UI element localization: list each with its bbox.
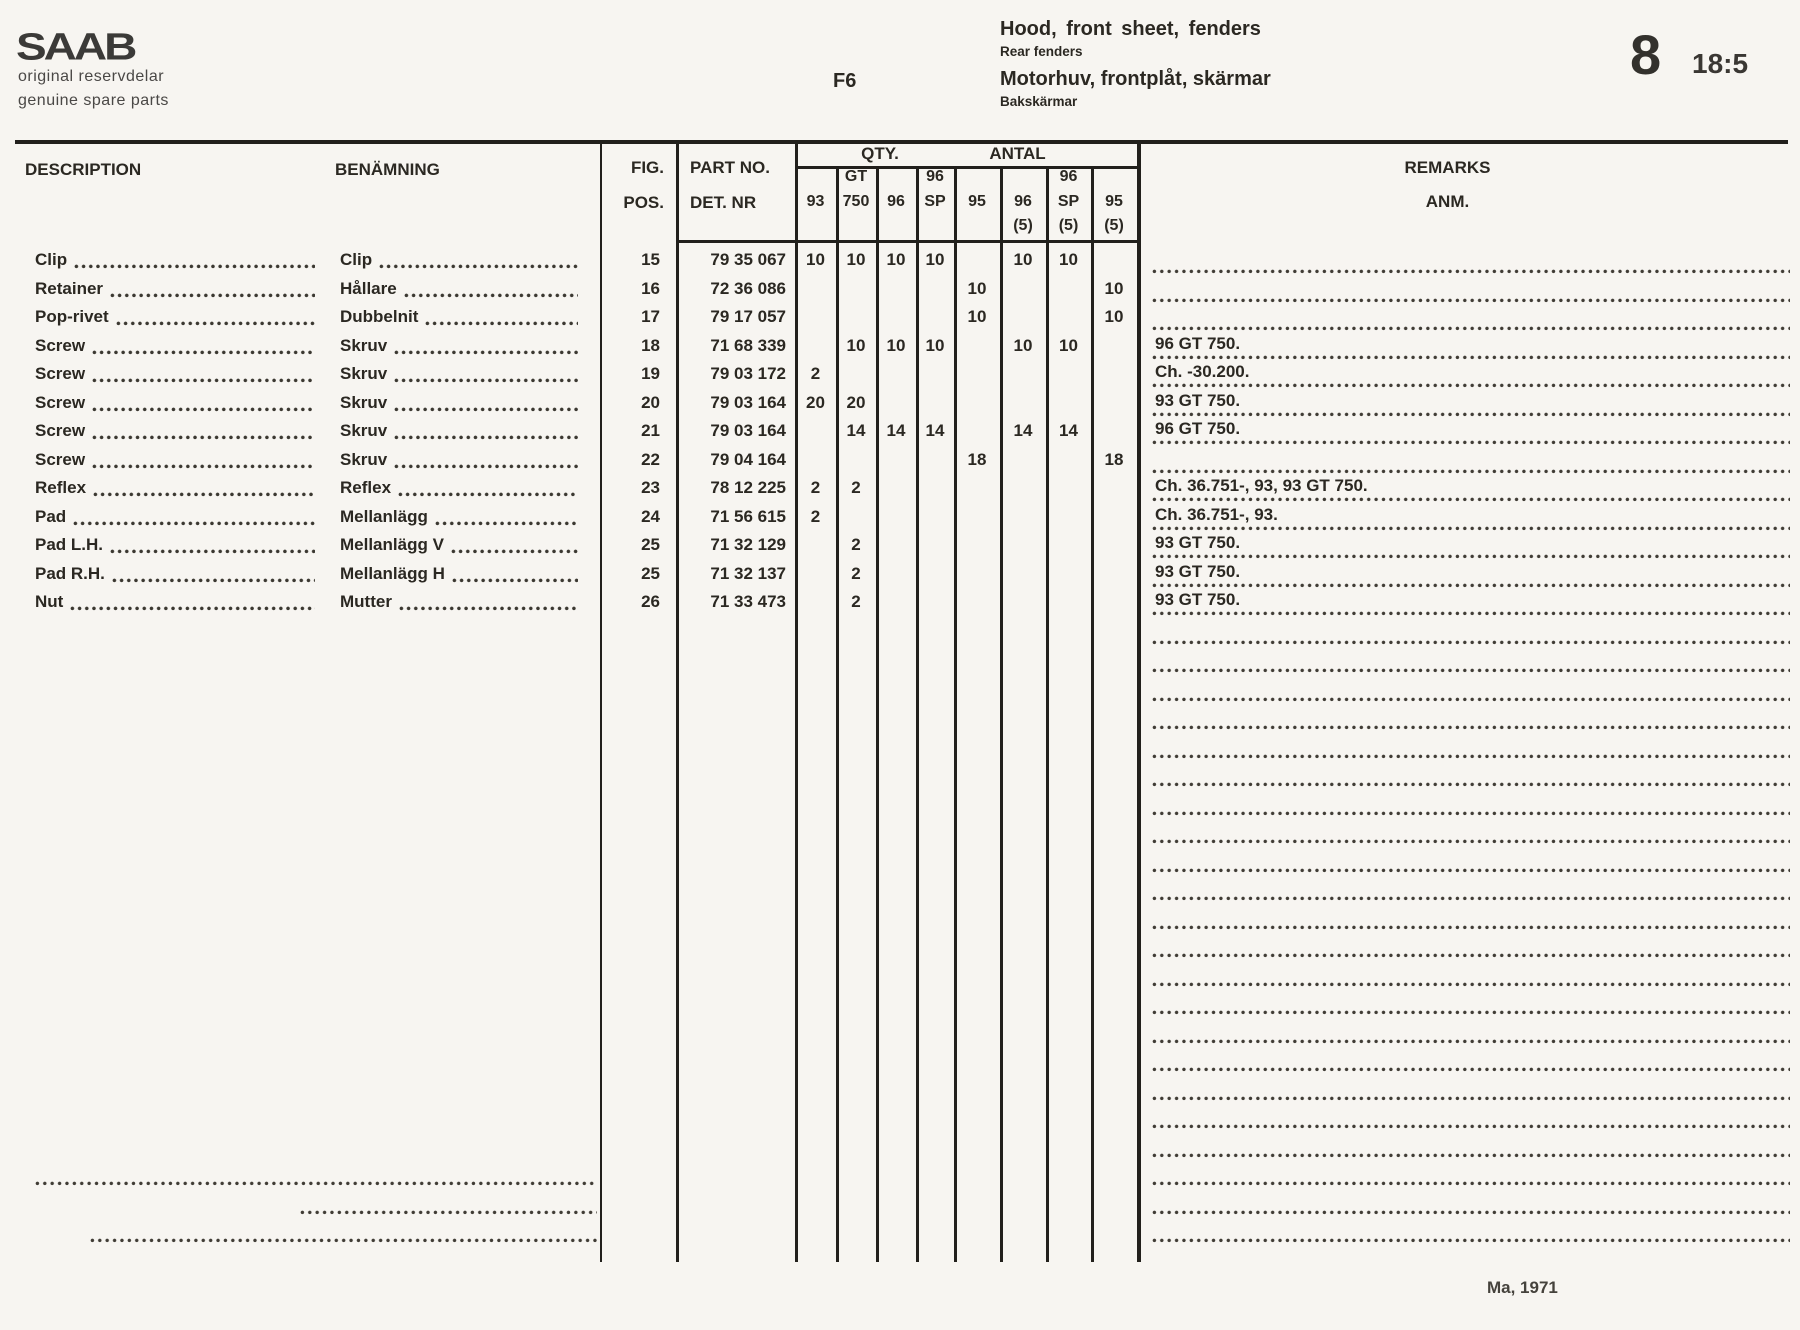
dot-leader xyxy=(110,549,315,554)
remarks-dotted-line xyxy=(1152,896,1790,901)
col-header-remarks: REMARKS xyxy=(1404,158,1491,177)
page-reference: 18:5 xyxy=(1692,48,1749,79)
description-cell: Retainer xyxy=(35,279,317,300)
quantity-cell: 10 xyxy=(925,336,945,355)
fig-pos-cell: 21 xyxy=(641,421,660,440)
quantity-cell: 14 xyxy=(846,421,866,440)
dot-leader xyxy=(394,407,578,412)
remark-cell: 96 GT 750. xyxy=(1155,334,1241,353)
description-cell: Screw xyxy=(35,450,317,471)
remarks-dotted-line xyxy=(1152,440,1790,445)
quantity-cell: 2 xyxy=(851,535,861,554)
quantity-cell: 10 xyxy=(806,250,825,269)
remark-cell: Ch. 36.751-, 93, 93 GT 750. xyxy=(1155,476,1368,495)
quantity-cell: 10 xyxy=(886,336,906,355)
benamning-cell: Skruv xyxy=(340,364,580,385)
qty-column-header: (5) xyxy=(1104,217,1124,234)
quantity-cell: 10 xyxy=(846,336,866,355)
qty-column-header: 95 xyxy=(968,193,986,210)
dot-leader xyxy=(379,264,578,269)
benamning-cell: Mutter xyxy=(340,592,580,613)
remarks-dotted-line xyxy=(1152,1238,1790,1243)
saab-logo: SAAB xyxy=(16,24,135,68)
quantity-cell: 14 xyxy=(1059,421,1078,440)
fig-pos-cell: 15 xyxy=(641,250,660,269)
dot-leader xyxy=(110,293,315,298)
dot-leader xyxy=(425,321,578,326)
quantity-cell: 10 xyxy=(886,250,906,269)
qty-column-header: (5) xyxy=(1013,217,1033,234)
col-header-fig: FIG. xyxy=(630,158,664,177)
part-number-cell: 79 03 172 xyxy=(710,364,786,383)
benamning-cell: Reflex xyxy=(340,478,580,499)
remark-cell: Ch. -30.200. xyxy=(1155,362,1250,381)
description-cell: Clip xyxy=(35,250,317,271)
col-header-pos: POS. xyxy=(623,193,664,212)
col-header-antal: ANTAL xyxy=(989,144,1046,163)
dot-leader xyxy=(73,521,315,526)
dot-leader xyxy=(70,606,315,611)
quantity-cell: 20 xyxy=(846,393,866,412)
remarks-dotted-line xyxy=(1152,1067,1790,1072)
remarks-dotted-line xyxy=(1152,1039,1790,1044)
page-title-en: Hood, front sheet, fenders xyxy=(1000,18,1261,40)
remarks-dotted-line xyxy=(1152,839,1790,844)
col-header-benamning: BENÄMNING xyxy=(335,160,440,179)
page-subtitle-en: Rear fenders xyxy=(1000,44,1083,59)
quantity-cell: 20 xyxy=(806,393,825,412)
description-cell: Screw xyxy=(35,364,317,385)
remark-cell: 93 GT 750. xyxy=(1155,533,1241,552)
remarks-dotted-line xyxy=(1152,1124,1790,1129)
remarks-dotted-line xyxy=(1152,754,1790,759)
quantity-cell: 10 xyxy=(1059,336,1078,355)
fig-pos-cell: 17 xyxy=(641,307,660,326)
dot-leader xyxy=(92,435,315,440)
quantity-cell: 18 xyxy=(967,450,987,469)
col-header-partno: PART NO. xyxy=(690,158,770,177)
quantity-cell: 2 xyxy=(851,478,861,497)
column-divider-line xyxy=(1000,166,1003,1262)
quantity-cell: 10 xyxy=(967,279,987,298)
fig-pos-cell: 25 xyxy=(641,535,660,554)
part-number-cell: 71 56 615 xyxy=(710,507,786,526)
benamning-cell: Skruv xyxy=(340,393,580,414)
remarks-dotted-line xyxy=(1152,583,1790,588)
qty-column-header: GT xyxy=(844,168,868,185)
benamning-cell: Skruv xyxy=(340,336,580,357)
dot-leader xyxy=(435,521,578,526)
quantity-cell: 10 xyxy=(925,250,945,269)
dot-leader xyxy=(394,350,578,355)
benamning-cell: Hållare xyxy=(340,279,580,300)
qty-column-header: 96 xyxy=(926,168,944,185)
benamning-cell: Mellanlägg H xyxy=(340,564,580,585)
description-cell: Pop-rivet xyxy=(35,307,317,328)
quantity-cell: 18 xyxy=(1104,450,1124,469)
description-cell: Screw xyxy=(35,393,317,414)
dot-leader xyxy=(394,435,578,440)
part-number-cell: 71 33 473 xyxy=(710,592,786,611)
fig-pos-cell: 20 xyxy=(641,393,660,412)
column-divider-line xyxy=(954,166,957,1262)
fig-pos-cell: 16 xyxy=(641,279,660,298)
benamning-cell: Mellanlägg xyxy=(340,507,580,528)
dot-leader xyxy=(394,378,578,383)
description-cell: Screw xyxy=(35,336,317,357)
quantity-cell: 2 xyxy=(851,592,861,611)
dot-leader xyxy=(404,293,578,298)
description-cell: Screw xyxy=(35,421,317,442)
column-divider-line xyxy=(836,166,839,1262)
quantity-cell: 14 xyxy=(1013,421,1033,440)
part-number-cell: 78 12 225 xyxy=(710,478,786,497)
description-cell: Pad xyxy=(35,507,317,528)
quantity-cell: 10 xyxy=(1013,250,1033,269)
quantity-cell: 2 xyxy=(851,564,861,583)
quantity-cell: 14 xyxy=(886,421,906,440)
col-header-anm: ANM. xyxy=(1425,192,1470,211)
remarks-dotted-line xyxy=(1152,611,1790,616)
quantity-cell: 10 xyxy=(1059,250,1078,269)
part-number-cell: 71 32 129 xyxy=(710,535,786,554)
part-number-cell: 79 03 164 xyxy=(710,421,786,440)
remarks-dotted-line xyxy=(1152,554,1790,559)
benamning-cell: Clip xyxy=(340,250,580,271)
fig-pos-cell: 23 xyxy=(641,478,660,497)
remarks-dotted-line xyxy=(1152,725,1790,730)
remarks-dotted-line xyxy=(1152,1210,1790,1215)
header-rule-line xyxy=(15,140,1788,144)
fig-pos-cell: 26 xyxy=(641,592,660,611)
dot-leader xyxy=(399,606,578,611)
remark-cell: 93 GT 750. xyxy=(1155,590,1241,609)
qty-column-header: 93 xyxy=(806,193,825,210)
remarks-dotted-line xyxy=(1152,326,1790,331)
column-divider-line xyxy=(1137,140,1141,1262)
remarks-dotted-line xyxy=(1152,526,1790,531)
part-number-cell: 72 36 086 xyxy=(710,279,786,298)
logo-subtitle-en: genuine spare parts xyxy=(18,92,169,109)
quantity-cell: 10 xyxy=(967,307,987,326)
quantity-cell: 10 xyxy=(1104,279,1124,298)
bottom-dotted-line xyxy=(300,1210,597,1215)
bottom-dotted-line xyxy=(90,1238,597,1243)
part-number-cell: 79 17 057 xyxy=(710,307,786,326)
fig-pos-cell: 22 xyxy=(641,450,660,469)
qty-column-header: 96 xyxy=(1059,168,1078,185)
column-divider-line xyxy=(795,140,798,1262)
column-divider-line xyxy=(676,140,679,1262)
remarks-dotted-line xyxy=(1152,269,1790,274)
edition-note: Ma, 1971 xyxy=(1487,1278,1558,1297)
fig-pos-cell: 19 xyxy=(641,364,660,383)
column-divider-line xyxy=(1046,166,1049,1262)
dot-leader xyxy=(398,492,578,497)
remarks-dotted-line xyxy=(1152,497,1790,502)
quantity-cell: 10 xyxy=(1104,307,1124,326)
quantity-cell: 10 xyxy=(846,250,866,269)
remarks-dotted-line xyxy=(1152,1181,1790,1186)
page-subtitle-sv: Bakskärmar xyxy=(1000,94,1078,109)
remark-cell: Ch. 36.751-, 93. xyxy=(1155,505,1278,524)
remarks-dotted-line xyxy=(1152,925,1790,930)
dot-leader xyxy=(394,464,578,469)
remarks-dotted-line xyxy=(1152,298,1790,303)
part-number-cell: 79 35 067 xyxy=(710,250,786,269)
dot-leader xyxy=(92,407,315,412)
quantity-cell: 2 xyxy=(810,507,821,526)
dot-leader xyxy=(92,464,315,469)
dot-leader xyxy=(74,264,315,269)
remarks-dotted-line xyxy=(1152,782,1790,787)
dot-leader xyxy=(93,492,315,497)
fig-pos-cell: 24 xyxy=(641,507,660,526)
benamning-cell: Mellanlägg V xyxy=(340,535,580,556)
dot-leader xyxy=(452,578,578,583)
fig-pos-cell: 18 xyxy=(641,336,660,355)
description-cell: Pad R.H. xyxy=(35,564,317,585)
remark-cell: 93 GT 750. xyxy=(1155,391,1241,410)
remarks-dotted-line xyxy=(1152,355,1790,360)
remarks-dotted-line xyxy=(1152,1096,1790,1101)
col-header-description: DESCRIPTION xyxy=(25,160,142,179)
column-divider-line xyxy=(876,166,879,1262)
benamning-cell: Skruv xyxy=(340,421,580,442)
dot-leader xyxy=(92,350,315,355)
remarks-dotted-line xyxy=(1152,640,1790,645)
remarks-dotted-line xyxy=(1152,1010,1790,1015)
part-number-cell: 79 04 164 xyxy=(710,450,786,469)
col-header-qty: QTY. xyxy=(861,144,899,163)
benamning-cell: Skruv xyxy=(340,450,580,471)
bottom-dotted-line xyxy=(35,1181,597,1186)
dot-leader xyxy=(116,321,315,326)
remarks-dotted-line xyxy=(1152,1153,1790,1158)
remark-cell: 96 GT 750. xyxy=(1155,419,1241,438)
remark-cell: 93 GT 750. xyxy=(1155,562,1241,581)
qty-column-header: (5) xyxy=(1058,217,1079,234)
quantity-cell: 10 xyxy=(1013,336,1033,355)
qty-column-header: 96 xyxy=(887,193,905,210)
description-cell: Nut xyxy=(35,592,317,613)
col-header-detnr: DET. NR xyxy=(690,193,757,212)
remarks-dotted-line xyxy=(1152,811,1790,816)
quantity-cell: 2 xyxy=(810,364,821,383)
part-number-cell: 71 68 339 xyxy=(710,336,786,355)
column-divider-line xyxy=(916,166,919,1262)
description-cell: Pad L.H. xyxy=(35,535,317,556)
remarks-dotted-line xyxy=(1152,953,1790,958)
remarks-dotted-line xyxy=(1152,668,1790,673)
logo-subtitle-sv: original reservdelar xyxy=(18,68,165,85)
section-code: F6 xyxy=(833,70,857,92)
remarks-dotted-line xyxy=(1152,383,1790,388)
qty-column-header: 95 xyxy=(1105,193,1123,210)
header-rule-line xyxy=(676,240,1137,243)
dot-leader xyxy=(92,378,315,383)
part-number-cell: 79 03 164 xyxy=(710,393,786,412)
benamning-cell: Dubbelnit xyxy=(340,307,580,328)
dot-leader xyxy=(451,549,578,554)
quantity-cell: 2 xyxy=(810,478,821,497)
qty-column-header: SP xyxy=(1057,193,1080,210)
chapter-number: 8 xyxy=(1630,23,1662,86)
description-cell: Reflex xyxy=(35,478,317,499)
remarks-dotted-line xyxy=(1152,469,1790,474)
remarks-dotted-line xyxy=(1152,412,1790,417)
quantity-cell: 14 xyxy=(925,421,945,440)
qty-column-header: SP xyxy=(924,193,946,210)
dot-leader xyxy=(112,578,315,583)
page-title-sv: Motorhuv, frontplåt, skärmar xyxy=(1000,68,1271,90)
remarks-dotted-line xyxy=(1152,697,1790,702)
part-number-cell: 71 32 137 xyxy=(710,564,786,583)
fig-pos-cell: 25 xyxy=(641,564,660,583)
remarks-dotted-line xyxy=(1152,982,1790,987)
remarks-dotted-line xyxy=(1152,868,1790,873)
column-divider-line xyxy=(1091,166,1094,1262)
qty-column-header: 96 xyxy=(1014,193,1032,210)
qty-column-header: 750 xyxy=(842,193,870,210)
